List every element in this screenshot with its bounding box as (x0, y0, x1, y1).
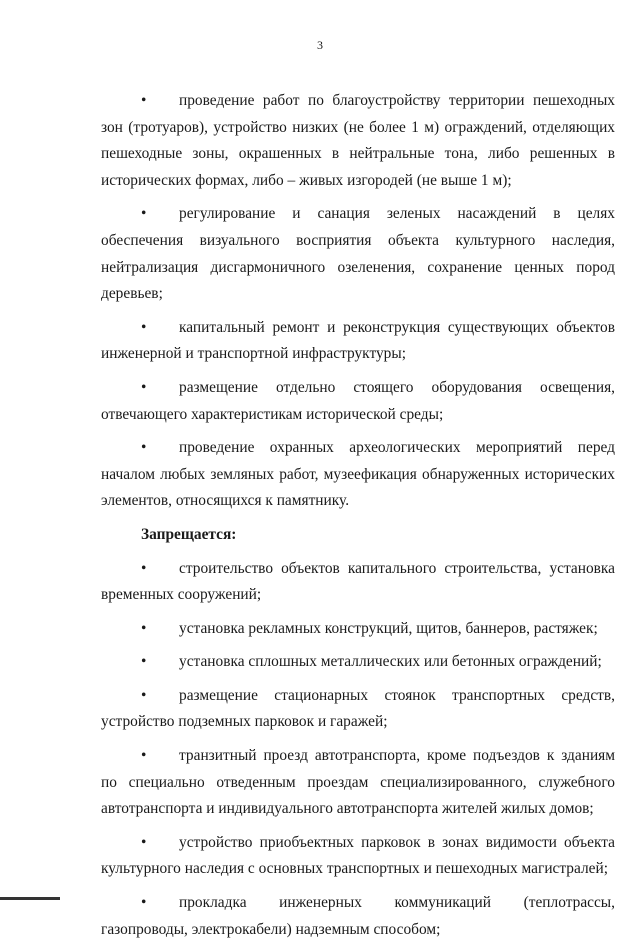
list-item (101, 88, 615, 194)
list-item-text: прокладка инженерных коммуникаций (теплотрассы, газопроводы, электрокабели) надземным способом; (101, 894, 615, 938)
list-item-text: строительство объектов капитального строительства, установка временных сооружений; (101, 559, 615, 604)
page-number: 3 (317, 38, 323, 52)
list-item-text: регулирование и санация зеленых насаждений в целях обеспечения визуального восприятия объекта культурного наследия, нейтрализация дисгармоничного озеленения, сохранение ценных пород деревьев; (101, 205, 615, 303)
list-item (101, 743, 615, 823)
list-item (101, 201, 615, 307)
list-item (101, 435, 615, 515)
list-item (101, 830, 615, 883)
list-item-text: размещение стационарных стоянок транспортных средств, устройство подземных парковок и гаражей; (101, 686, 615, 731)
list-item-text: установка рекламных конструкций, щитов, баннеров, растяжек; (179, 619, 598, 637)
prohibited-list (101, 556, 615, 944)
document-body (101, 88, 615, 950)
bullet-icon: • (141, 747, 147, 765)
list-item (101, 890, 615, 943)
list-item (101, 649, 615, 676)
bullet-icon: • (141, 559, 147, 577)
list-item-text: проведение охранных археологических мероприятий перед началом любых земляных работ, музеефикация обнаруженных исторических элементов, относящихся к памятнику. (101, 439, 615, 510)
bullet-icon: • (141, 378, 147, 396)
bullet-icon: • (141, 318, 147, 336)
list-item (101, 616, 615, 643)
bullet-icon: • (141, 205, 147, 223)
bullet-icon: • (141, 92, 147, 109)
bullet-icon: • (141, 833, 147, 851)
list-item (101, 375, 615, 428)
list-item (101, 315, 615, 368)
list-item-text: капитальный ремонт и реконструкция существующих объектов инженерной и транспортной инфраструктуры; (101, 318, 615, 363)
list-item-text: проведение работ по благоустройству территории пешеходных зон (тротуаров), устройство низких (не более 1 м) ограждений, отделяющих пешеходные зоны, окрашенных в нейтральные тона, либо решенных в исторических формах, либо – живых изгородей (не выше 1 м); (101, 92, 615, 189)
section-heading: Запрещается: (141, 525, 237, 543)
bullet-icon: • (141, 439, 147, 457)
list-item-text: установка сплошных металлических или бетонных ограждений; (179, 653, 602, 671)
list-item-text: устройство приобъектных парковок в зонах видимости объекта культурного наследия с основных транспортных и пешеходных магистралей; (101, 833, 615, 878)
bullet-icon: • (141, 619, 147, 637)
list-item-text: транзитный проезд автотранспорта, кроме подъездов к зданиям по специально отведенным проездам специализированного, служебного автотранспорта и индивидуального автотранспорта жителей жилых домов; (101, 747, 615, 818)
list-item-text: размещение отдельно стоящего оборудования освещения, отвечающего характеристикам исторической среды; (101, 378, 615, 423)
list-item (101, 556, 615, 609)
allowed-list (101, 88, 615, 515)
list-item (101, 683, 615, 736)
bullet-icon: • (141, 686, 147, 704)
bullet-icon: • (141, 653, 147, 671)
bullet-icon: • (141, 894, 147, 912)
